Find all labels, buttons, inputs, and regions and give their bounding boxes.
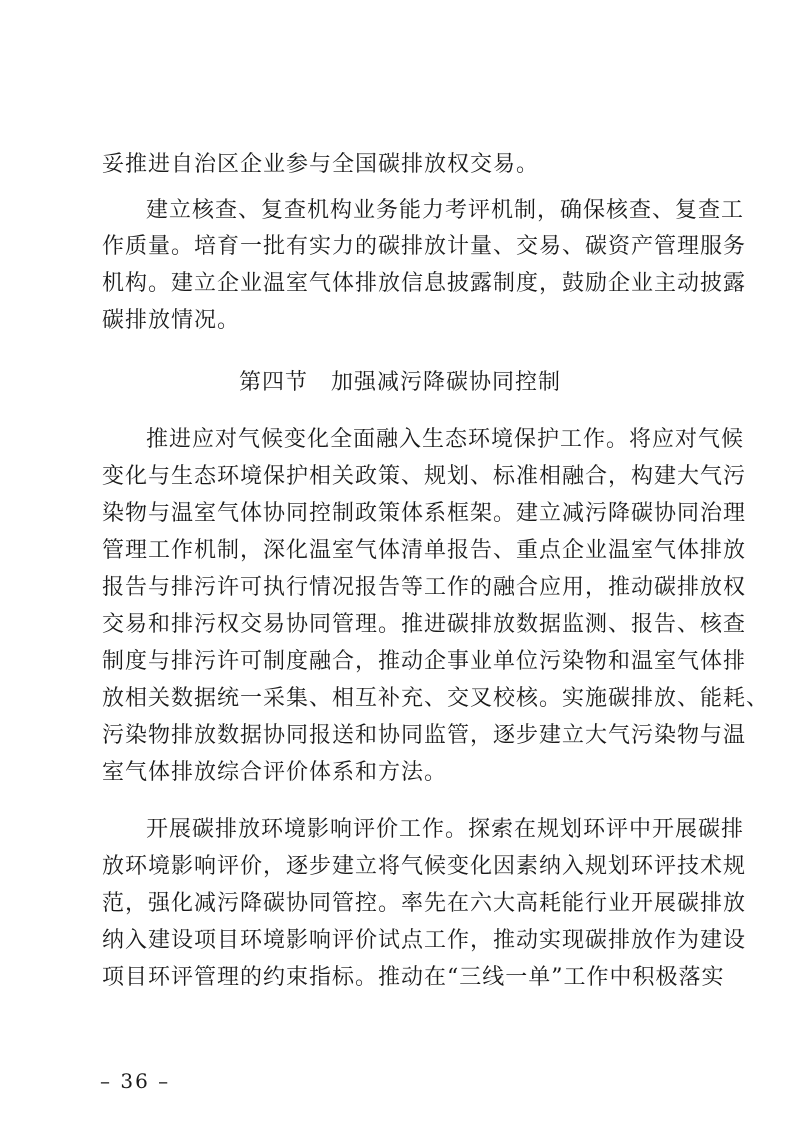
paragraph-line: 报告与排污许可执行情况报告等工作的融合应用，推动碳排放权 <box>102 575 747 600</box>
paragraph-line: 制度与排污许可制度融合，推动企事业单位污染物和温室气体排 <box>102 649 747 674</box>
paragraph-line: 建立核查、复查机构业务能力考评机制，确保核查、复查工 <box>146 198 745 223</box>
paragraph-line: 放相关数据统一采集、相互补充、交叉校核。实施碳排放、能耗、 <box>102 686 770 711</box>
paragraph-line: 室气体排放综合评价体系和方法。 <box>102 760 448 785</box>
paragraph-line: 妥推进自治区企业参与全国碳排放权交易。 <box>102 152 540 177</box>
paragraph-line: 碳排放情况。 <box>102 308 241 333</box>
paragraph-line: 作质量。培育一批有实力的碳排放计量、交易、碳资产管理服务 <box>102 234 747 259</box>
paragraph-line: 放环境影响评价，逐步建立将气候变化因素纳入规划环评技术规 <box>102 854 747 879</box>
paragraph-line: 机构。建立企业温室气体排放信息披露制度，鼓励企业主动披露 <box>102 271 747 296</box>
paragraph-line: 变化与生态环境保护相关政策、规划、标准相融合，构建大气污 <box>102 464 747 489</box>
paragraph-line: 开展碳排放环境影响评价工作。探索在规划环评中开展碳排 <box>146 817 745 842</box>
paragraph-line: 管理工作机制，深化温室气体清单报告、重点企业温室气体排放 <box>102 538 747 563</box>
paragraph-line: 染物与温室气体协同控制政策体系框架。建立减污降碳协同治理 <box>102 501 747 526</box>
paragraph-line: 交易和排污权交易协同管理。推进碳排放数据监测、报告、核查 <box>102 612 747 637</box>
paragraph-line: 污染物排放数据协同报送和协同监管，逐步建立大气污染物与温 <box>102 723 747 748</box>
paragraph-line: 项目环评管理的约束指标。推动在“三线一单”工作中积极落实 <box>102 965 725 990</box>
paragraph-line: 推进应对气候变化全面融入生态环境保护工作。将应对气候 <box>146 427 745 452</box>
section-heading: 第四节 加强减污降碳协同控制 <box>238 370 561 395</box>
paragraph-line: 范，强化减污降碳协同管控。率先在六大高耗能行业开展碳排放 <box>102 891 747 916</box>
paragraph-line: 纳入建设项目环境影响评价试点工作，推动实现碳排放作为建设 <box>102 928 747 953</box>
page-number: – 36 – <box>100 1069 171 1093</box>
